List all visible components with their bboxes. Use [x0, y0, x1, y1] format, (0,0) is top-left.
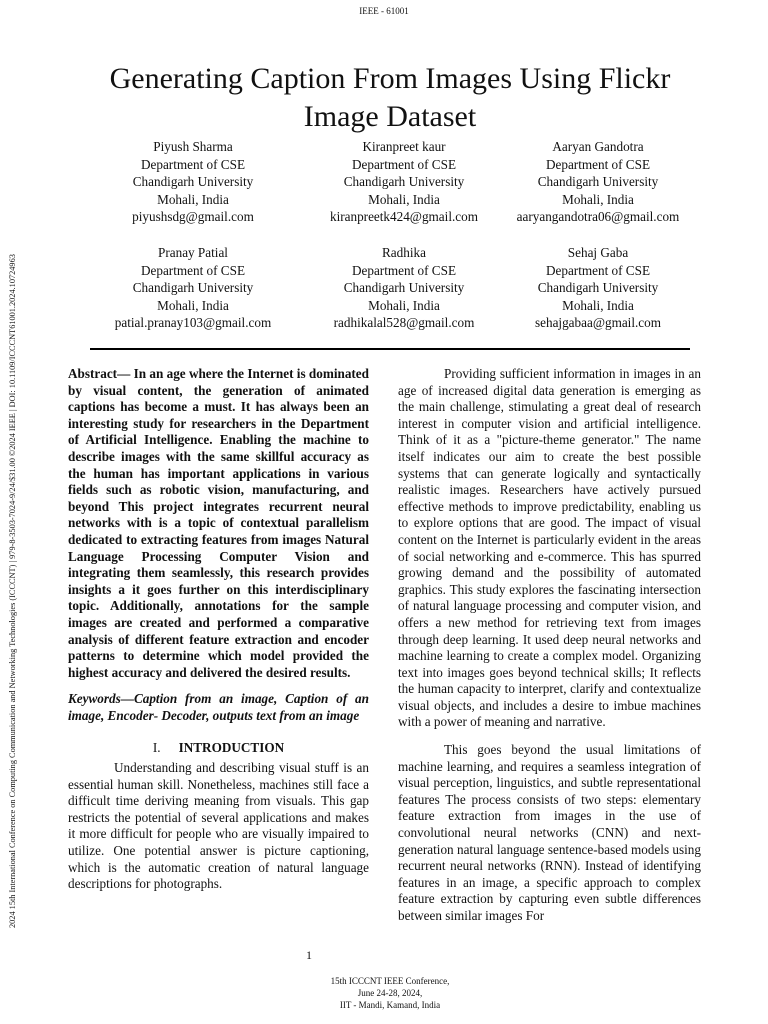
- author-block: [93, 138, 293, 226]
- author-department: Department of CSE: [545, 156, 650, 172]
- author-email: radhikalal528@gmail.com: [333, 315, 475, 331]
- author-university: Chandigarh University: [132, 280, 254, 296]
- page-number: 1: [306, 948, 312, 962]
- author-university: Chandigarh University: [132, 174, 254, 190]
- footer-line: June 24-28, 2024,: [357, 988, 423, 998]
- author-name: Kiranpreet kaur: [362, 139, 446, 154]
- body-paragraph: Providing sufficient information in images in an age of increased digital data generation is emerging as the main challenge, stimulating a great deal of research interest in computer vision and artificial intelligence. Think of it as a "picture-theme generator." The name itself indicates our aim to create the best possible systems that can generate logically and syntactically realistic images. Researchers have actively pursued effective methods to improve predictability, enabling us to explore options that are good. The impact of visual content on the Internet is particularly evident in the areas of social networking and e-commerce. This has spurred growing demand and the possibility of automated graphics. This study explores the fascinating intersection of natural language processing and computer vision, and offers a new method for retrieving text from images through deep learning. It used deep neural networks and machine learning to create a complex model. Organizing text into images goes beyond technical skills; It reflects the human capacity to interpret, clarify and contextualize visual objects, and includes a desire to imbue machines with a power of meaning and narrative.: [398, 366, 701, 730]
- section-title: INTRODUCTION: [178, 740, 285, 756]
- author-department: Department of CSE: [140, 262, 245, 278]
- author-name: Pranay Patial: [158, 245, 228, 260]
- author-block: [304, 244, 504, 332]
- author-city: Mohali, India: [157, 191, 229, 207]
- author-email: sehajgabaa@gmail.com: [534, 315, 662, 331]
- keywords-text: Keywords—Caption from an image, Caption of an image, Encoder- Decoder, outputs text from an image: [68, 691, 369, 723]
- author-block: [93, 244, 293, 332]
- side-citation-text: 2024 15th International Conference on Computing Communication and Networking Technologies (ICCCNT) | 979-8-3503-7024-9/24/$31.00 ©2024 IEEE | DOI: 10.1109/ICCCNT61001.2024.10724963: [8, 254, 17, 928]
- author-email: aaryangandotra06@gmail.com: [516, 209, 680, 225]
- author-name: Aaryan Gandotra: [552, 139, 644, 154]
- footer-line: IIT - Mandi, Kamand, India: [339, 1000, 441, 1010]
- header-divider: [90, 348, 690, 350]
- author-city: Mohali, India: [562, 191, 634, 207]
- header-code: IEEE - 61001: [359, 6, 409, 16]
- body-paragraph: Understanding and describing visual stuff is an essential human skill. Nonetheless, machines still face a difficult time deriving meaning from visuals. This gap restricts the potential of several applications and makes it more difficult for people who are visually impaired to utilize. One potential answer is picture captioning, which is the automatic creation of natural language descriptions for photographs.: [68, 760, 369, 892]
- author-block: [498, 244, 698, 332]
- author-city: Mohali, India: [157, 297, 229, 313]
- author-block: [498, 138, 698, 226]
- author-email: piyushsdg@gmail.com: [132, 209, 254, 225]
- author-university: Chandigarh University: [343, 280, 465, 296]
- conference-footer: [240, 975, 540, 1011]
- author-department: Department of CSE: [351, 156, 456, 172]
- author-university: Chandigarh University: [343, 174, 465, 190]
- author-city: Mohali, India: [368, 297, 440, 313]
- author-university: Chandigarh University: [537, 280, 659, 296]
- section-heading: [68, 740, 369, 757]
- author-email: patial.pranay103@gmail.com: [114, 315, 272, 331]
- author-university: Chandigarh University: [537, 174, 659, 190]
- abstract-text: Abstract— In an age where the Internet is dominated by visual content, the generation of animated captions has become a must. It has always been an interesting study for researchers in the Department of Artificial Intelligence. Enabling the machine to describe images with the same skillful accuracy as the human has important applications in various fields such as robotic vision, manufacturing, and beyond This project integrates recurrent neural networks with is a topic of contextual parallelism dedicated to extracting features from images Natural Language Processing Computer Vision and integrating them seamlessly, this research provides insights a it goes further on this interdisciplinary topic. Additionally, annotations for the sample images are created and performed a comparative analysis of different feature extraction and encoder patterns to determine which model provided the highest accuracy and delivered the desired results.: [68, 366, 369, 680]
- author-city: Mohali, India: [368, 191, 440, 207]
- author-department: Department of CSE: [140, 156, 245, 172]
- left-column: [68, 366, 369, 893]
- section-number: I.: [152, 740, 161, 756]
- author-email: kiranpreetk424@gmail.com: [329, 209, 478, 225]
- author-department: Department of CSE: [545, 262, 650, 278]
- author-name: Sehaj Gaba: [567, 245, 629, 260]
- author-name: Radhika: [382, 245, 426, 260]
- paper-title: Generating Caption From Images Using Flickr Image Dataset: [109, 62, 671, 133]
- author-department: Department of CSE: [351, 262, 456, 278]
- author-name: Piyush Sharma: [153, 139, 233, 154]
- author-block: [304, 138, 504, 226]
- body-paragraph: This goes beyond the usual limitations of machine learning, and requires a seamless integration of visual perception, linguistics, and subtle representational features The process consists of two steps: elementary feature extraction from images in the use of convolutional neural networks (CNN) and next-generation natural language sentence-based models using recurrent neural networks (RNN). Instead of identifying features in an image, a specific approach to complex feature extraction by capturing even subtle differences between similar images For: [398, 742, 701, 923]
- author-city: Mohali, India: [562, 297, 634, 313]
- footer-line: 15th ICCCNT IEEE Conference,: [330, 976, 450, 986]
- right-column: [398, 366, 701, 925]
